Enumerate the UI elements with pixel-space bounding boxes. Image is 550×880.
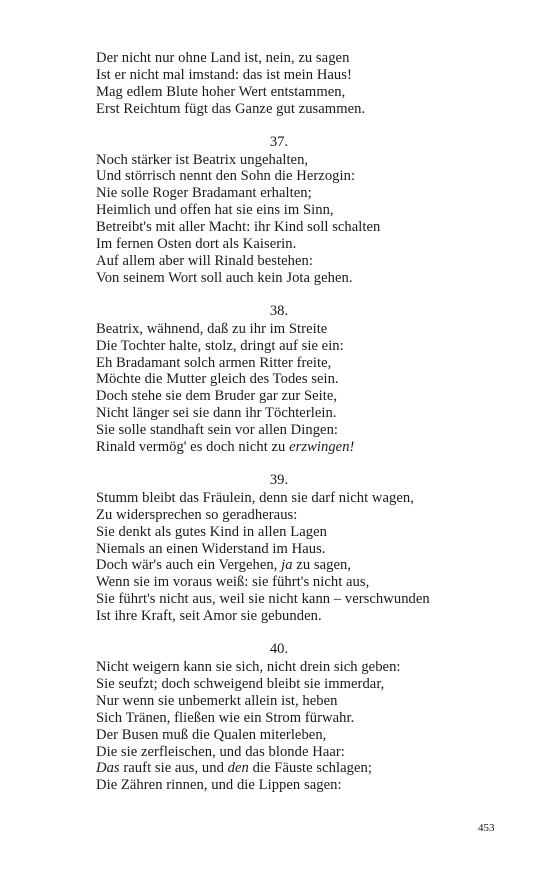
poem-text [96,50,476,794]
verse-line: Ist ihre Kraft, seit Amor sie gebunden. [96,608,322,625]
verse-line: Möchte die Mutter gleich des Todes sein. [96,371,339,388]
verse-line: Doch stehe sie dem Bruder gar zur Seite, [96,388,338,405]
verse-line: Wenn sie im voraus weiß: sie führt's nicht aus, [96,574,370,591]
stanza-number: 39. [269,471,289,488]
verse-line [96,557,476,574]
verse-line: Zu widersprechen so geradheraus: [96,506,298,523]
verse-line [96,760,476,777]
italic-segment: den [227,760,249,777]
verse-line: Sich Tränen, fließen wie ein Strom fürwahr. [96,709,355,726]
verse-line: Nur wenn sie unbemerkt allein ist, heben [96,692,338,709]
verse-line: Die sie zerfleischen, und das blonde Haar: [96,743,345,760]
italic-segment: erzwingen! [289,439,355,456]
verse-line: Der nicht nur ohne Land ist, nein, zu sagen [96,50,350,66]
verse-line: Die Tochter halte, stolz, dringt auf sie ein: [96,337,344,354]
verse-line: Stumm bleibt das Fräulein, denn sie darf nicht wagen, [96,489,414,506]
stanza-number: 40. [269,641,289,658]
opening-lines [96,50,476,118]
verse-segment: zu sagen, [292,557,352,574]
verse-line: Sie solle standhaft sein vor allen Dingen: [96,422,339,439]
verse-segment: Rinald vermög' es doch nicht zu [96,439,290,456]
verse-line: Erst Reichtum fügt das Ganze gut zusammen. [96,100,366,117]
verse-segment: rauft sie aus, und [119,760,228,777]
page-number: 453 [478,822,495,834]
verse-line: Nicht weigern kann sie sich, nicht drein sich geben: [96,659,401,675]
verse-line [96,439,476,456]
stanza-number: 38. [269,302,289,319]
verse-line: Die Zähren rinnen, und die Lippen sagen: [96,777,342,794]
verse-segment: Doch wär's auch ein Vergehen, [96,557,282,574]
verse-line: Ist er nicht mal imstand: das ist mein Haus! [96,66,352,83]
verse-line: Niemals an einen Widerstand im Haus. [96,540,326,557]
verse-line: Eh Bradamant solch armen Ritter freite, [96,354,332,371]
verse-line: Auf allem aber will Rinald bestehen: [96,252,313,269]
verse-line: Sie seufzt; doch schweigend bleibt sie immerdar, [96,675,385,692]
italic-segment: Das [96,760,120,777]
verse-line: Noch stärker ist Beatrix ungehalten, [96,151,309,168]
stanza-40 [96,659,476,794]
verse-line: Nicht länger sei sie dann ihr Töchterlein. [96,405,337,422]
verse-line: Nie solle Roger Bradamant erhalten; [96,185,312,202]
verse-line: Betreibt's mit aller Macht: ihr Kind soll schalten [96,219,381,236]
verse-line: Der Busen muß die Qualen miterleben, [96,726,327,743]
stanza-39 [96,490,476,625]
verse-line: Mag edlem Blute hoher Wert entstammen, [96,83,346,100]
verse-line: Von seinem Wort soll auch kein Jota gehen. [96,269,353,286]
stanza-38 [96,321,476,456]
verse-line: Sie führt's nicht aus, weil sie nicht kann – verschwunden [96,591,430,608]
verse-segment: die Fäuste schlagen; [248,760,372,777]
italic-segment: ja [281,557,293,574]
verse-line: Und störrisch nennt den Sohn die Herzogin: [96,168,356,185]
stanza-37 [96,152,476,287]
verse-line: Im fernen Osten dort als Kaiserin. [96,236,297,253]
verse-line: Heimlich und offen hat sie eins im Sinn, [96,202,334,219]
verse-line: Sie denkt als gutes Kind in allen Lagen [96,523,327,540]
verse-line: Beatrix, wähnend, daß zu ihr im Streite [96,320,328,337]
stanza-number: 37. [269,133,289,150]
